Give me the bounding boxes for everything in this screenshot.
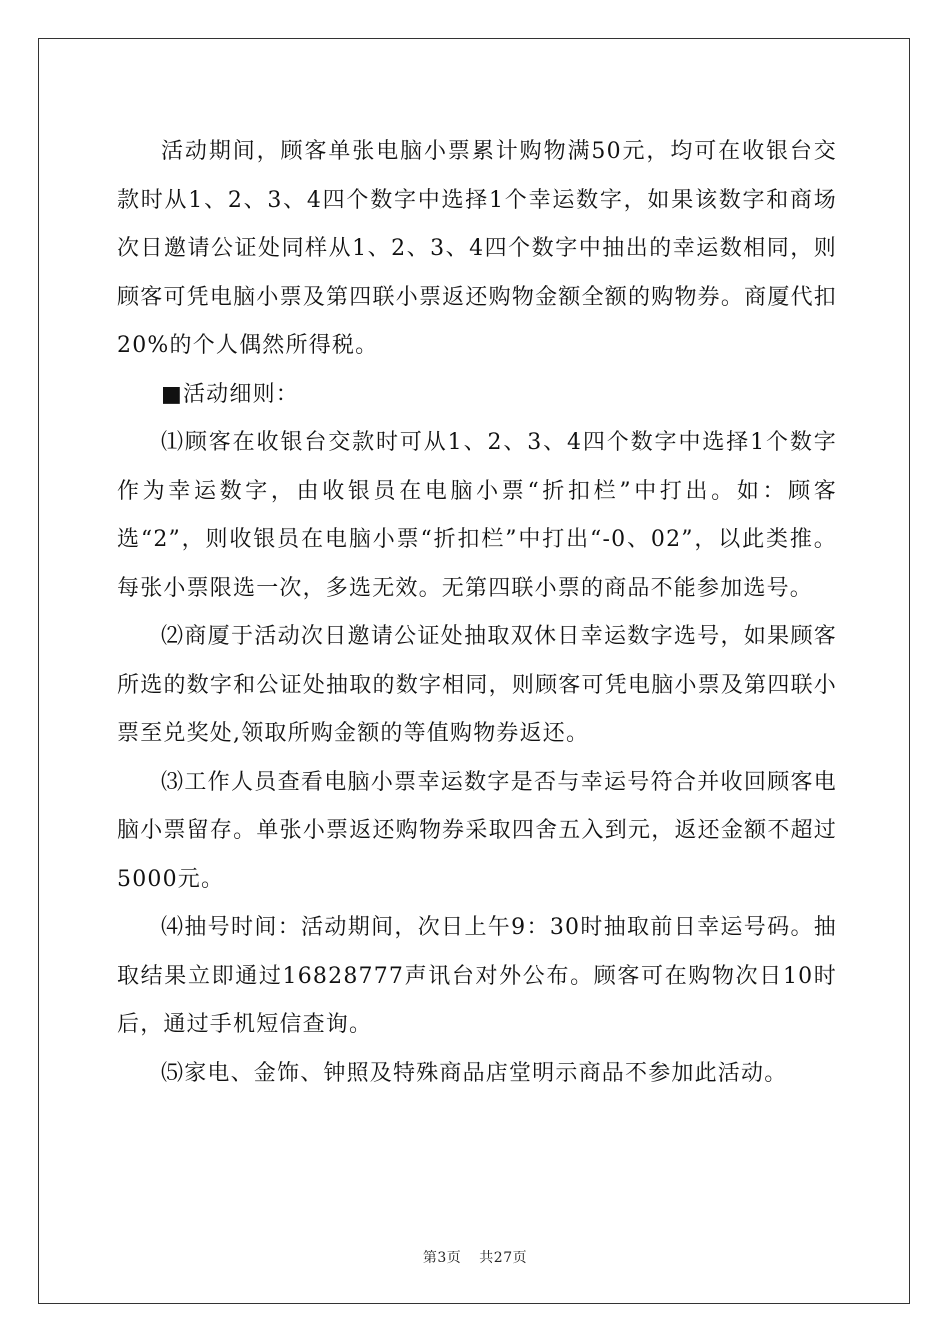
paragraph-rule-5: ⑸家电、金饰、钟照及特殊商品店堂明示商品不参加此活动。 bbox=[161, 1060, 788, 1086]
section-heading: ■活动细则： bbox=[161, 381, 299, 407]
paragraph-rule-4: ⑷抽号时间：活动期间，次日上午9：30时抽取前日幸运号码。抽取结果立即通过16828777声讯台对外公布。顾客可在购物次日10时后，通过手机短信查询。 bbox=[117, 915, 837, 1037]
paragraph-rule-2: ⑵商厦于活动次日邀请公证处抽取双休日幸运数字选号，如果顾客所选的数字和公证处抽取的数字相同，则顾客可凭电脑小票及第四联小票至兑奖处,领取所购金额的等值购物券返还。 bbox=[117, 624, 837, 746]
paragraph-rule-1: ⑴顾客在收银台交款时可从1、2、3、4四个数字中选择1个数字作为幸运数字，由收银员在电脑小票“折扣栏”中打出。如：顾客选“2”，则收银员在电脑小票“折扣栏”中打出“-0、02”，以此类推。每张小票限选一次，多选无效。无第四联小票的商品不能参加选号。 bbox=[117, 430, 837, 601]
page-footer bbox=[0, 1247, 950, 1267]
page-number-total: 共27页 bbox=[479, 1250, 528, 1266]
document-body bbox=[117, 128, 837, 1098]
page-number-current: 第3页 bbox=[422, 1250, 462, 1266]
paragraph-intro: 活动期间，顾客单张电脑小票累计购物满50元，均可在收银台交款时从1、2、3、4四个数字中选择1个幸运数字，如果该数字和商场次日邀请公证处同样从1、2、3、4四个数字中抽出的幸运数相同，则顾客可凭电脑小票及第四联小票返还购物金额全额的购物券。商厦代扣20%的个人偶然所得税。 bbox=[117, 139, 837, 358]
paragraph-rule-3: ⑶工作人员查看电脑小票幸运数字是否与幸运号符合并收回顾客电脑小票留存。单张小票返还购物券采取四舍五入到元，返还金额不超过5000元。 bbox=[117, 769, 837, 892]
